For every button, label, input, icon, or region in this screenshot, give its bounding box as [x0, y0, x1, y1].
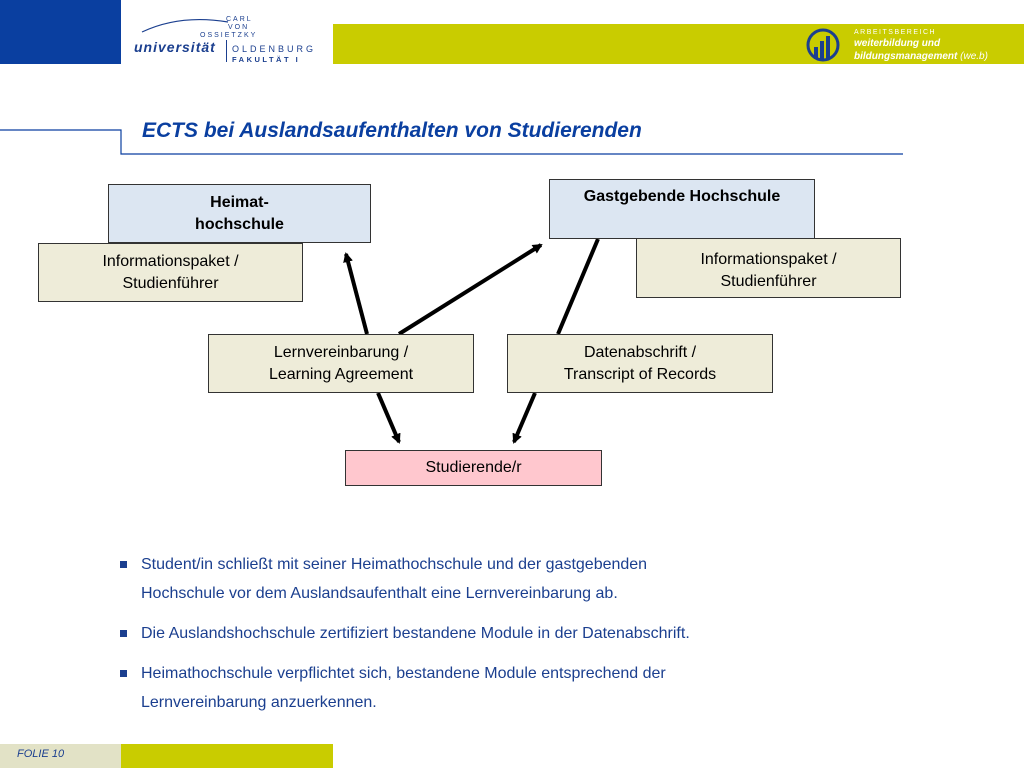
bullet-1-line2: Hochschule vor dem Auslandsaufenthalt eine Lernvereinbarung ab.: [141, 585, 618, 602]
bullet-square-icon: [120, 561, 127, 568]
footer-yellow-block: [121, 744, 333, 768]
box-datenabschrift: [507, 334, 773, 393]
info-right-line1: Informationspaket /: [700, 251, 837, 268]
logo-von: VON: [228, 24, 250, 31]
bullet-item: [120, 619, 840, 648]
heimat-line2: hochschule: [195, 215, 284, 233]
arrow-lern-to-heimat: [346, 254, 367, 334]
logo-oldenburg: OLDENBURG: [232, 44, 317, 54]
box-info-left: [38, 243, 303, 302]
bullet-3-line1: Heimathochschule verpflichtet sich, bestandene Module entsprechend der: [141, 665, 666, 682]
web-logo-line1: ARBEITSBEREICH: [854, 29, 937, 36]
line-gast-to-daten: [558, 239, 598, 334]
web-logo-line2: weiterbildung und: [854, 38, 941, 49]
logo-ossietzky: OSSIETZKY: [200, 32, 258, 39]
box-info-right: [636, 238, 901, 298]
student-label: Studierende/r: [425, 459, 522, 476]
logo-carl: CARL: [226, 16, 253, 23]
heimat-line1: Heimat-: [210, 193, 269, 211]
arrow-lern-to-gast: [399, 245, 541, 334]
daten-line1: Datenabschrift /: [583, 343, 697, 361]
box-heimathochschule: [108, 184, 371, 243]
bullet-item: [120, 550, 840, 608]
slide-title: ECTS bei Auslandsaufenthalten von Studierenden: [142, 119, 642, 142]
info-left-line2: Studienführer: [122, 274, 219, 292]
lern-line2: Learning Agreement: [268, 365, 414, 383]
bullet-square-icon: [120, 630, 127, 637]
info-left-line1: Informationspaket /: [102, 252, 239, 270]
slide-number: FOLIE 10: [17, 748, 65, 760]
box-lernvereinbarung: [208, 334, 474, 393]
bullet-square-icon: [120, 670, 127, 677]
arrow-lern-to-student: [378, 393, 399, 442]
box-gastgebende-hochschule: [549, 179, 815, 239]
gast-label: Gastgebende Hochschule: [583, 188, 781, 205]
bullet-3-line2: Lernvereinbarung anzuerkennen.: [141, 694, 377, 711]
lern-line1: Lernvereinbarung /: [273, 343, 409, 361]
web-logo-line3-suffix: (we.b): [960, 51, 988, 62]
web-logo-line3-main: bildungsmanagement: [854, 51, 958, 62]
bullet-item: [120, 659, 840, 717]
logo-fakultat: FAKULTÄT I: [232, 55, 301, 64]
bullet-1-line1: Student/in schließt mit seiner Heimathochschule und der gastgebenden: [141, 556, 648, 573]
bullet-2-line1: Die Auslandshochschule zertifiziert bestandene Module in der Datenabschrift.: [141, 625, 690, 642]
logo-universitat: universität: [134, 39, 216, 55]
box-studierende: [345, 450, 602, 486]
daten-line2: Transcript of Records: [563, 365, 717, 383]
info-right-line2: Studienführer: [720, 273, 817, 290]
arrow-daten-to-student: [514, 393, 535, 442]
